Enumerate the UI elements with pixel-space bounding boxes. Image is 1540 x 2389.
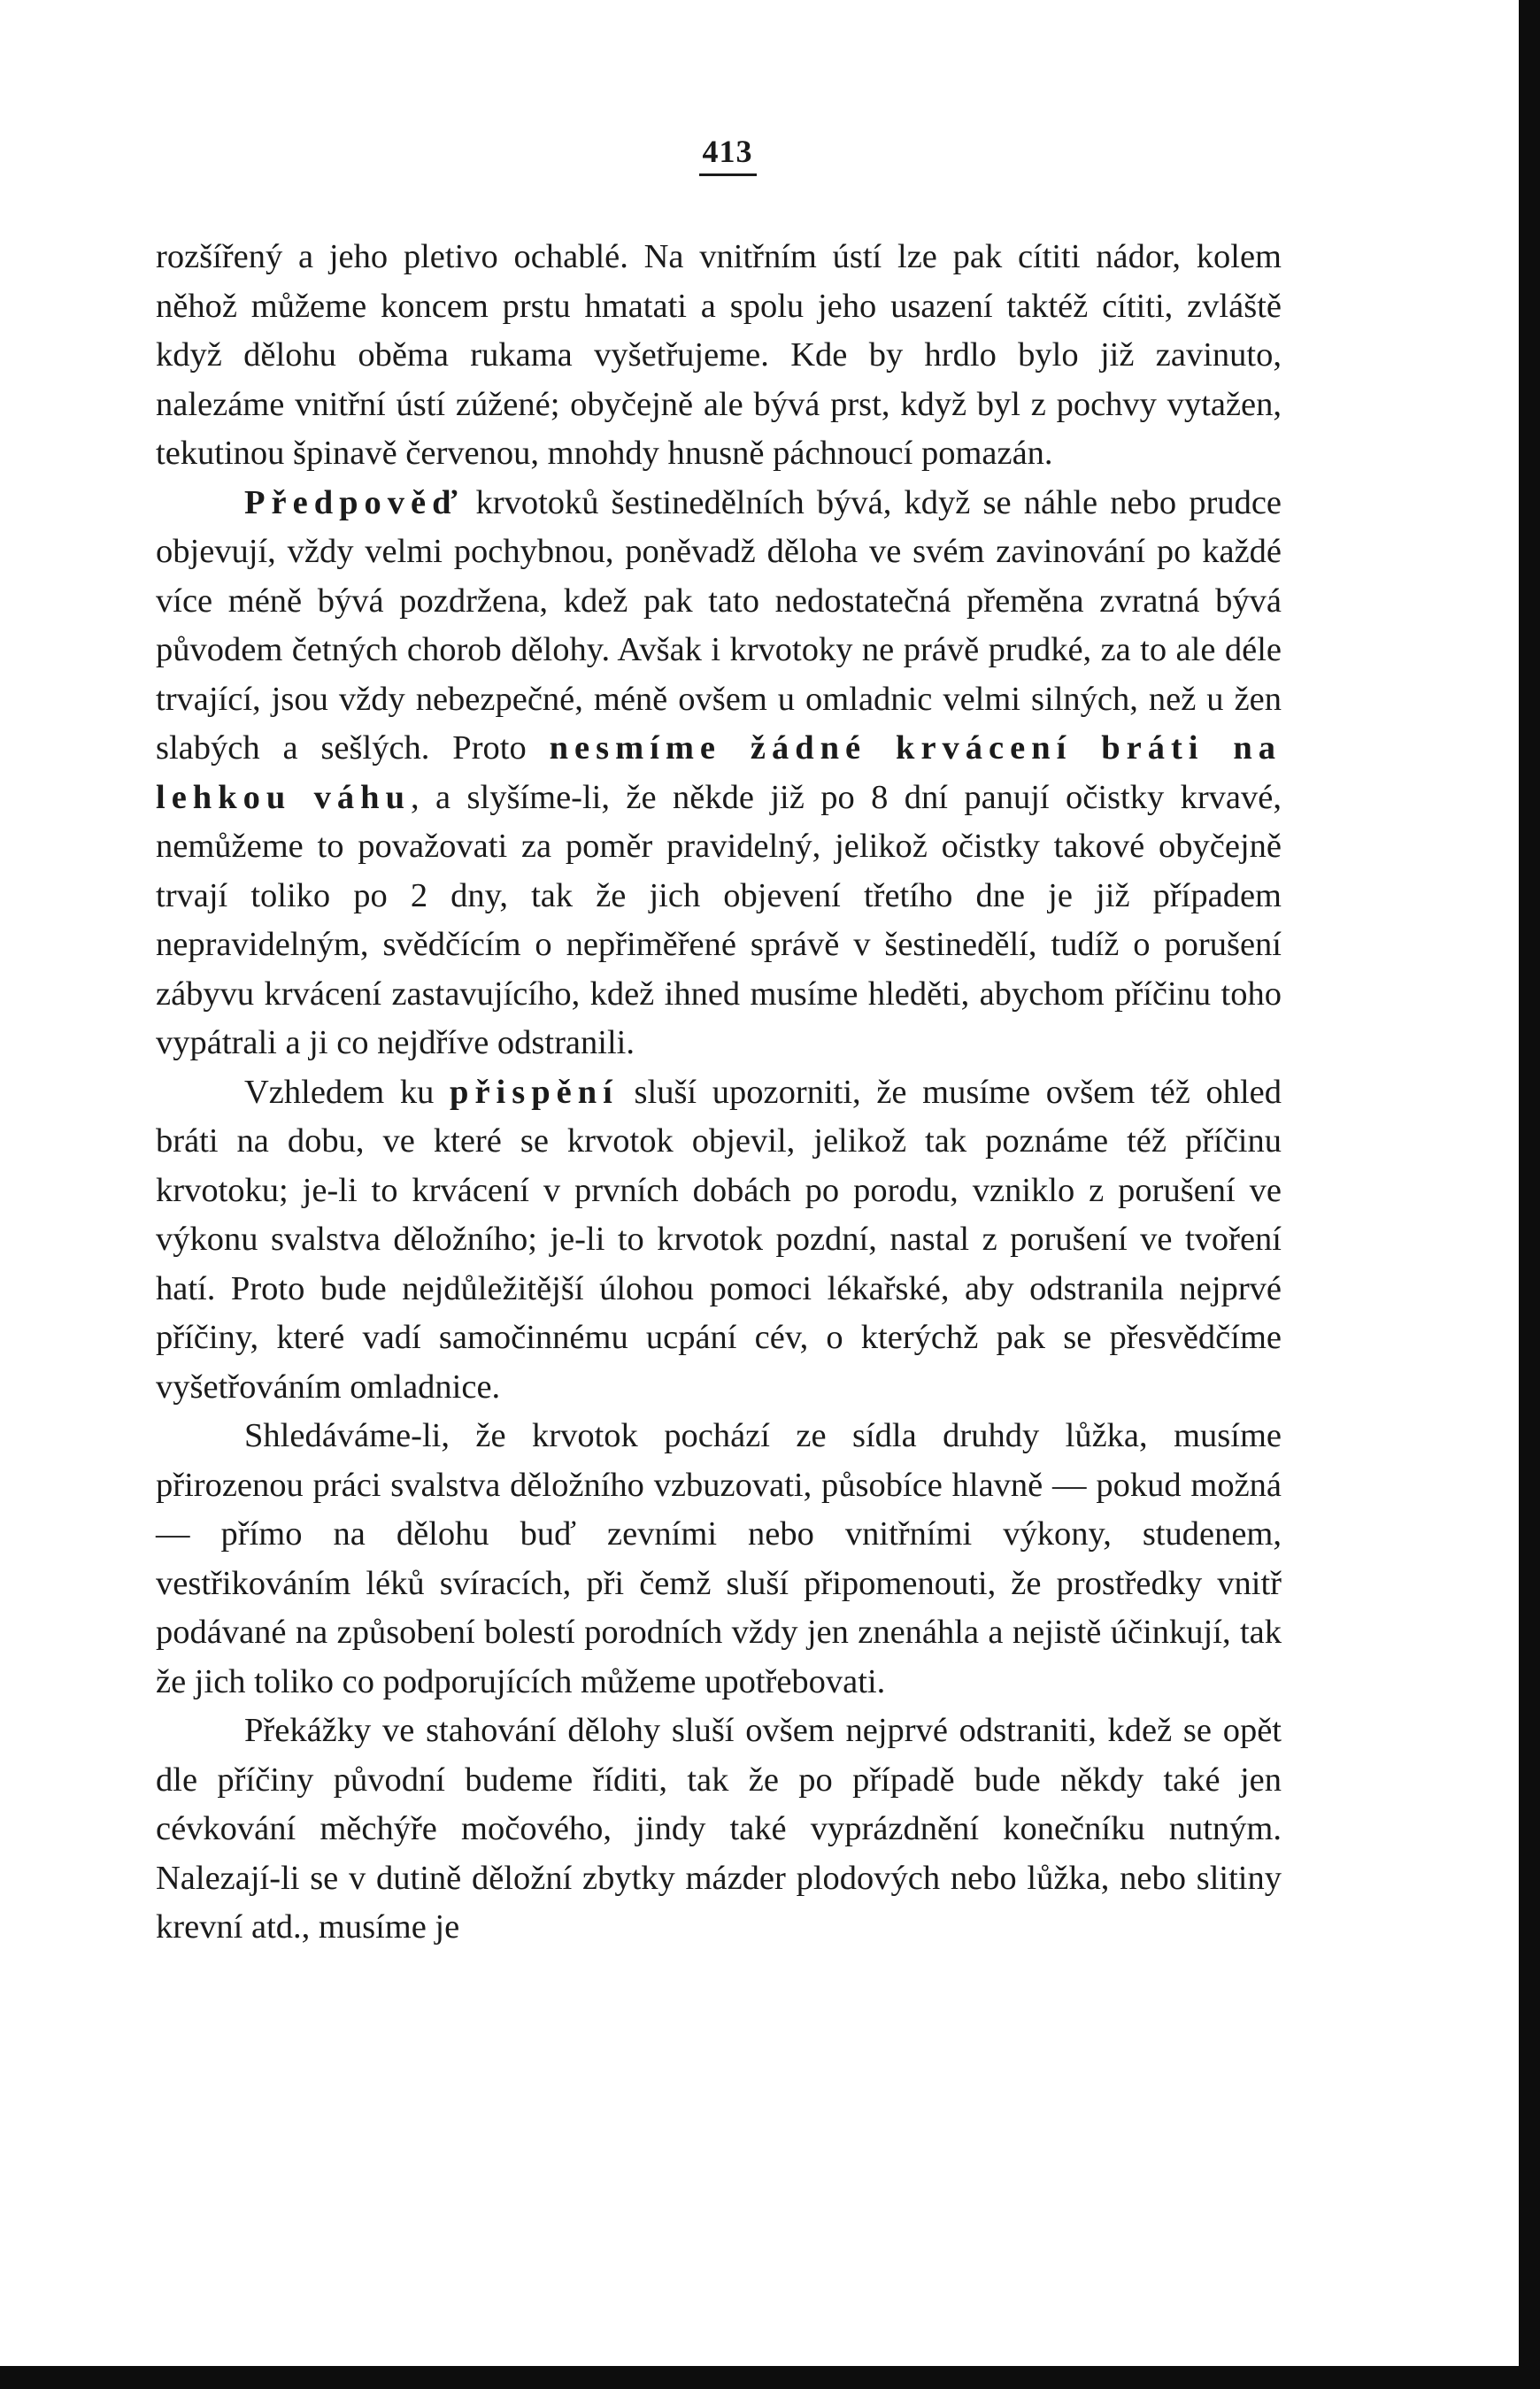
paragraph-2-text-a: krvotoků šestinedělních bývá, když se náhle nebo prudce objevují, vždy velmi pochybnou, poněvadž děloha ve svém zavinování po každé více méně bývá pozdržena, kdež pak tato nedostatečná přeměna zvratná bývá původem četných chorob dělohy. Avšak i krvotoky ne právě prudké, za to ale déle trvající, jsou vždy nebezpečné, méně ovšem u omladnic velmi silných, než u žen slabých a sešlých. Proto	[156, 483, 1282, 767]
paragraph-1-text: rozšířený a jeho pletivo ochablé. Na vnitřním ústí lze pak cítiti nádor, kolem něhož můžeme koncem prstu hmatati a spolu jeho usazení taktéž cítiti, zvláště když dělohu oběma rukama vyšetřujeme. Kde by hrdlo bylo již zavinuto, nalezáme vnitřní ústí zúžené; obyčejně ale bývá prst, když byl z pochvy vytažen, tekutinou špinavě červenou, mnohdy hnusně páchnoucí pomazán.	[156, 238, 1282, 472]
paragraph-5-text: Překážky ve stahování dělohy sluší ovšem nejprvé odstraniti, kdež se opět dle příčiny původní budeme říditi, tak že po případě bude někdy také jen cévkování měchýře močového, jindy také vyprázdnění konečníku nutným. Nalezají-li se v dutině děložní zbytky mázder plodových nebo lůžka, nebo slitiny krevní atd., musíme je	[156, 1712, 1282, 1946]
paragraph-3-text-a: Vzhledem ku	[244, 1073, 450, 1111]
paragraph-2-text-b: , a slyšíme-li, že někde již po 8 dní panují očistky krvavé, nemůžeme to považovati za poměr pravidelný, jelikož očistky takové obyčejně trvají toliko po 2 dny, tak že jich objevení třetího dne je již případem nepravidelným, svědčícím o nepřiměřené správě v šestinedělí, tudíž o porušení zábyvu krvácení zastavujícího, kdež ihned musíme hleděti, abychom příčinu toho vypátrali a ji co nejdříve odstranili.	[156, 778, 1282, 1061]
paragraph-1	[156, 233, 1282, 479]
emphasis-prispeni: přispění	[450, 1073, 619, 1111]
paragraph-4	[156, 1412, 1282, 1707]
paragraph-4-text: Shledáváme-li, že krvotok pochází ze sídla druhdy lůžka, musíme přirozenou práci svalstva děložního vzbuzovati, působíce hlavně — pokud možná — přímo na dělohu buď zevními nebo vnitřními výkony, studenem, vestřikováním léků svíracích, při čemž sluší připomenouti, že prostředky vnitř podávané na způsobení bolestí porodních vždy jen znenáhla a nejistě účinkují, tak že jich toliko co podporujících můžeme upotřebovati.	[156, 1417, 1282, 1700]
paragraph-3	[156, 1068, 1282, 1413]
page-number	[156, 133, 1282, 176]
book-page	[156, 133, 1282, 1953]
emphasis-predpoved: Předpověď	[244, 483, 464, 521]
paragraph-2	[156, 479, 1282, 1068]
scan-border-right	[1519, 0, 1540, 2389]
paragraph-5	[156, 1707, 1282, 1953]
paragraph-3-text-b: sluší upozorniti, že musíme ovšem též ohled bráti na dobu, ve které se krvotok objevil, jelikož tak poznáme též příčinu krvotoku; je-li to krvácení v prvních dobách po porodu, vzniklo z porušení ve výkonu svalstva děložního; je-li to krvotok pozdní, nastal z porušení ve tvoření hatí. Proto bude nejdůležitější úlohou pomoci lékařské, aby odstranila nejprvé příčiny, které vadí samočinnému ucpání cév, o kterýchž pak se přesvědčíme vyšetřováním omladnice.	[156, 1073, 1282, 1406]
scan-border-bottom	[0, 2366, 1540, 2389]
body-text	[156, 233, 1282, 1953]
emphasis-nesmime: nesmíme žádné krvácení bráti na lehkou váhu	[156, 729, 1282, 816]
page-number-text: 413	[699, 133, 757, 176]
